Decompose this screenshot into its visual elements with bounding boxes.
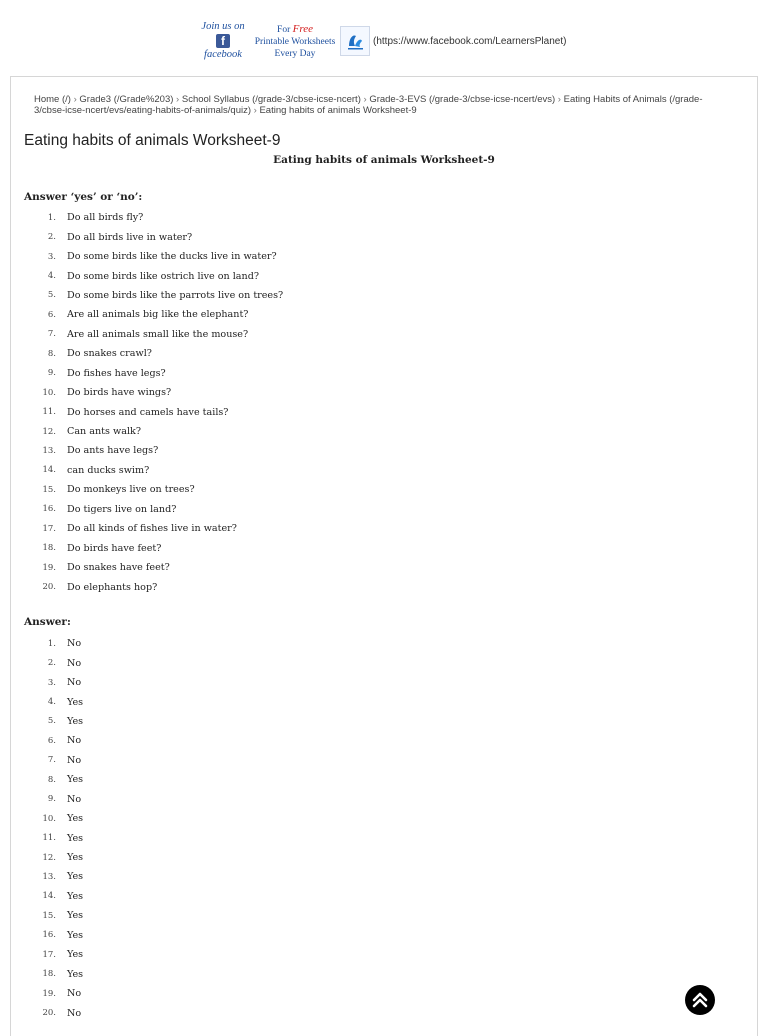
- breadcrumb-grade3-evs[interactable]: Grade-3-EVS (/grade-3/cbse-icse-ncert/evs): [369, 94, 556, 105]
- breadcrumb: [34, 94, 714, 116]
- facebook-icon: f: [216, 34, 230, 48]
- question-text: Do all birds fly?: [67, 212, 144, 224]
- answer-text: No: [67, 638, 82, 650]
- question-number: 5.: [47, 290, 56, 301]
- question-number: 17.: [42, 523, 56, 534]
- answer-number: 7.: [47, 755, 56, 766]
- free-text: Free: [292, 22, 313, 35]
- answer-text: Yes: [67, 929, 84, 941]
- chevron-up-icon: [690, 990, 710, 1010]
- question-item: [24, 500, 283, 519]
- questions-label: Answer ‘yes’ or ‘no’:: [24, 191, 143, 203]
- question-number: 11.: [42, 407, 56, 418]
- question-text: Do all birds live in water?: [67, 231, 193, 243]
- facebook-url[interactable]: (https://www.facebook.com/LearnersPlanet): [373, 35, 567, 47]
- answer-item: [24, 984, 83, 1003]
- free-worksheets-block: [252, 23, 338, 60]
- answer-item: [24, 673, 83, 692]
- question-item: [24, 558, 283, 577]
- question-item: [24, 286, 283, 305]
- answer-item: [24, 828, 83, 847]
- question-number: 20.: [42, 582, 56, 593]
- question-text: Do snakes crawl?: [67, 348, 152, 360]
- question-item: [24, 266, 283, 285]
- answer-number: 15.: [42, 910, 56, 921]
- answer-text: Yes: [67, 871, 84, 883]
- breadcrumb-eating-habits[interactable]: Eating Habits of Animals (/grade-3/cbse-icse-ncert/evs/eating-habits-of-animals/quiz): [34, 94, 703, 116]
- question-item: [24, 364, 283, 383]
- question-number: 9.: [47, 368, 56, 379]
- facebook-text: facebook: [204, 49, 242, 60]
- answer-item: [24, 692, 83, 711]
- answer-number: 14.: [42, 891, 56, 902]
- question-item: [24, 305, 283, 324]
- breadcrumb-current: Eating habits of animals Worksheet-9: [259, 105, 417, 116]
- answer-number: 9.: [47, 794, 56, 805]
- question-text: Do monkeys live on trees?: [67, 484, 195, 496]
- answer-text: Yes: [67, 832, 84, 844]
- question-item: [24, 577, 283, 596]
- question-number: 6.: [47, 309, 56, 320]
- answer-text: Yes: [67, 890, 84, 902]
- answer-item: [24, 906, 83, 925]
- answer-text: Yes: [67, 696, 84, 708]
- answer-number: 13.: [42, 871, 56, 882]
- answer-text: No: [67, 793, 82, 805]
- question-number: 10.: [42, 387, 56, 398]
- answer-item: [24, 809, 83, 828]
- answer-number: 3.: [47, 677, 56, 688]
- question-item: [24, 461, 283, 480]
- answer-number: 12.: [42, 852, 56, 863]
- question-item: [24, 208, 283, 227]
- answer-text: No: [67, 657, 82, 669]
- every-day-text: Every Day: [274, 48, 316, 59]
- join-us-text: Join us on: [201, 21, 245, 32]
- for-text: For: [277, 24, 293, 35]
- answer-list: [24, 634, 83, 1023]
- question-text: Do some birds like the parrots live on trees?: [67, 289, 284, 301]
- answer-item: [24, 1003, 83, 1022]
- answer-number: 1.: [47, 638, 56, 649]
- breadcrumb-separator: ›: [557, 94, 561, 105]
- question-item: [24, 480, 283, 499]
- answer-number: 20.: [42, 1008, 56, 1019]
- answer-text: Yes: [67, 968, 84, 980]
- question-number: 15.: [42, 484, 56, 495]
- answer-item: [24, 653, 83, 672]
- question-text: Do ants have legs?: [67, 445, 159, 457]
- question-text: Do fishes have legs?: [67, 367, 166, 379]
- learners-planet-logo: [340, 26, 370, 56]
- breadcrumb-school-syllabus[interactable]: School Syllabus (/grade-3/cbse-icse-ncert): [181, 94, 361, 105]
- question-item: [24, 325, 283, 344]
- join-us-block: [198, 21, 248, 61]
- answer-item: [24, 945, 83, 964]
- answer-number: 10.: [42, 813, 56, 824]
- question-number: 13.: [42, 445, 56, 456]
- breadcrumb-separator: ›: [253, 105, 257, 116]
- answer-item: [24, 790, 83, 809]
- question-number: 3.: [47, 251, 56, 262]
- answer-text: Yes: [67, 852, 84, 864]
- question-number: 1.: [47, 212, 56, 223]
- answer-item: [24, 848, 83, 867]
- question-text: Can ants walk?: [67, 426, 141, 438]
- answer-number: 4.: [47, 697, 56, 708]
- answer-item: [24, 634, 83, 653]
- question-text: Are all animals big like the elephant?: [67, 309, 249, 321]
- question-text: Do tigers live on land?: [67, 503, 177, 515]
- answer-item: [24, 867, 83, 886]
- question-item: [24, 422, 283, 441]
- answer-item: [24, 770, 83, 789]
- question-text: Do snakes have feet?: [67, 562, 170, 574]
- question-item: [24, 519, 283, 538]
- question-item: [24, 247, 283, 266]
- answer-number: 5.: [47, 716, 56, 727]
- breadcrumb-separator: ›: [73, 94, 77, 105]
- answer-text: Yes: [67, 910, 84, 922]
- question-text: Do birds have wings?: [67, 387, 172, 399]
- question-text: Do birds have feet?: [67, 542, 162, 554]
- question-text: Do elephants hop?: [67, 581, 158, 593]
- question-number: 18.: [42, 543, 56, 554]
- answer-text: Yes: [67, 715, 84, 727]
- question-item: [24, 383, 283, 402]
- question-list: [24, 208, 283, 597]
- question-text: Do some birds like the ducks live in water?: [67, 251, 277, 263]
- facebook-banner: [198, 18, 566, 64]
- question-number: 16.: [42, 504, 56, 515]
- answer-item: [24, 887, 83, 906]
- answer-number: 16.: [42, 930, 56, 941]
- answer-text: No: [67, 754, 82, 766]
- answer-number: 2.: [47, 658, 56, 669]
- answer-number: 8.: [47, 774, 56, 785]
- question-number: 8.: [47, 348, 56, 359]
- printable-worksheets-text: Printable Worksheets: [254, 36, 336, 47]
- question-number: 12.: [42, 426, 56, 437]
- answer-item: [24, 964, 83, 983]
- answer-item: [24, 712, 83, 731]
- question-number: 4.: [47, 271, 56, 282]
- question-number: 14.: [42, 465, 56, 476]
- question-number: 2.: [47, 232, 56, 243]
- answer-number: 11.: [42, 833, 56, 844]
- answer-item: [24, 751, 83, 770]
- breadcrumb-home[interactable]: Home (/): [34, 94, 71, 105]
- question-number: 7.: [47, 329, 56, 340]
- question-item: [24, 441, 283, 460]
- question-item: [24, 402, 283, 421]
- answer-item: [24, 731, 83, 750]
- scroll-to-top-button[interactable]: [685, 985, 715, 1015]
- answer-text: Yes: [67, 949, 84, 961]
- answer-text: No: [67, 1007, 82, 1019]
- answer-item: [24, 926, 83, 945]
- facebook-banner-link[interactable]: [198, 21, 370, 61]
- answer-text: No: [67, 735, 82, 747]
- answers-label: Answer:: [24, 616, 71, 628]
- answer-number: 19.: [42, 988, 56, 999]
- answer-text: Yes: [67, 813, 84, 825]
- question-text: Are all animals small like the mouse?: [67, 328, 249, 340]
- question-text: Do horses and camels have tails?: [67, 406, 229, 418]
- breadcrumb-grade3[interactable]: Grade3 (/Grade%203): [79, 94, 174, 105]
- answer-text: Yes: [67, 774, 84, 786]
- question-number: 19.: [42, 562, 56, 573]
- answer-number: 6.: [47, 735, 56, 746]
- question-text: Do all kinds of fishes live in water?: [67, 523, 237, 535]
- page-title: Eating habits of animals Worksheet-9: [24, 132, 281, 149]
- answer-number: 17.: [42, 949, 56, 960]
- question-text: Do some birds like ostrich live on land?: [67, 270, 259, 282]
- question-text: can ducks swim?: [67, 464, 150, 476]
- breadcrumb-separator: ›: [176, 94, 180, 105]
- question-item: [24, 344, 283, 363]
- answer-number: 18.: [42, 969, 56, 980]
- worksheet-title: Eating habits of animals Worksheet-9: [273, 154, 495, 166]
- question-item: [24, 227, 283, 246]
- answer-text: No: [67, 677, 82, 689]
- breadcrumb-separator: ›: [363, 94, 367, 105]
- answer-text: No: [67, 988, 82, 1000]
- question-item: [24, 538, 283, 557]
